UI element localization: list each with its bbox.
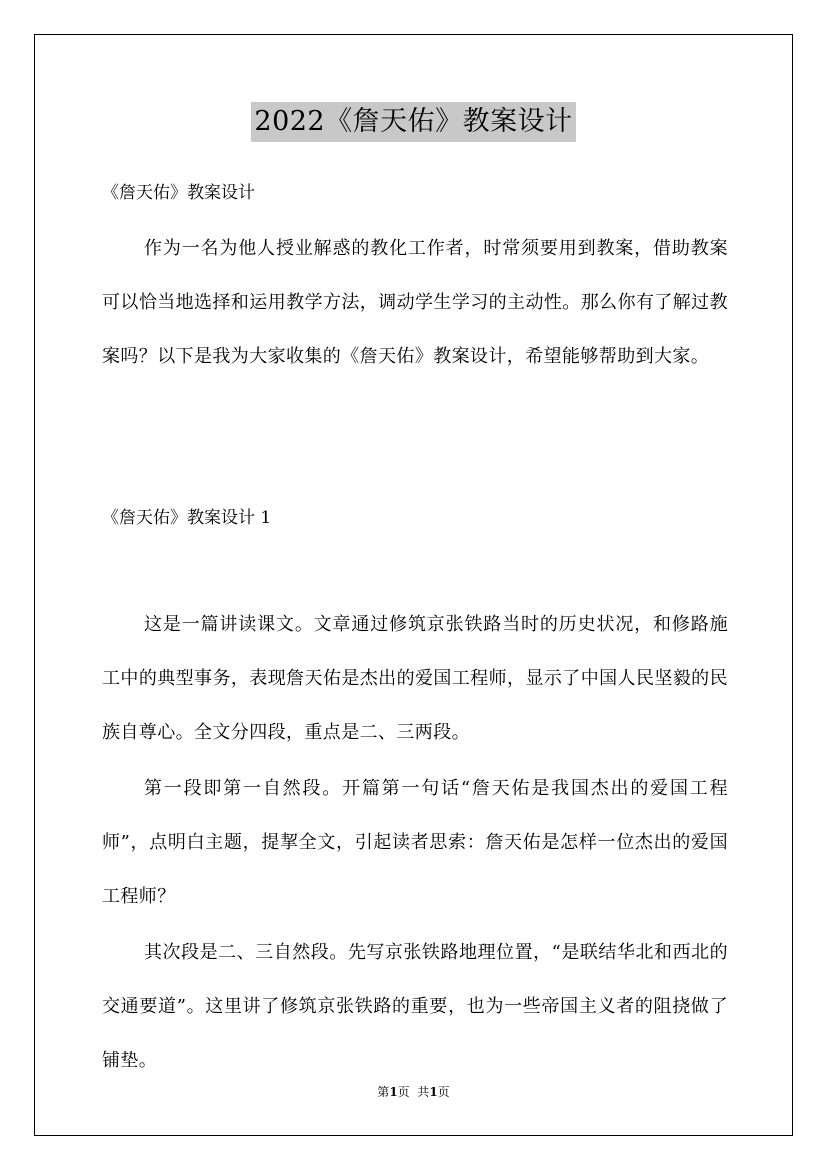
title-container xyxy=(0,102,827,142)
page-footer xyxy=(0,1083,827,1101)
document-title: 2022《詹天佑》教案设计 xyxy=(251,102,575,142)
current-page-number: 1 xyxy=(389,1085,398,1099)
section-heading: 《詹天佑》教案设计 1 xyxy=(102,508,272,528)
document-subtitle: 《詹天佑》教案设计 xyxy=(102,183,255,203)
body-paragraph-2: 第一段即第一自然段。开篇第一句话“詹天佑是我国杰出的爱国工程师”，点明白主题，提挈全文，引起读者思索：詹天佑是怎样一位杰出的爱国工程师？ xyxy=(102,778,728,907)
intro-paragraph: 作为一名为他人授业解惑的教化工作者，时常须要用到教案，借助教案可以恰当地选择和运用教学方法，调动学生学习的主动性。那么你有了解过教案吗？以下是我为大家收集的《詹天佑》教案设计，希望能够帮助到大家。 xyxy=(102,238,728,367)
body-paragraph-3: 其次段是二、三自然段。先写京张铁路地理位置，“是联结华北和西北的交通要道”。这里讲了修筑京张铁路的重要，也为一些帝国主义者的阻挠做了铺垫。 xyxy=(102,942,728,1071)
total-pages-number: 1 xyxy=(429,1085,438,1099)
footer-suffix: 页 xyxy=(437,1085,450,1099)
footer-prefix: 第 xyxy=(377,1085,390,1099)
body-paragraph-1: 这是一篇讲读课文。文章通过修筑京张铁路当时的历史状况，和修路施工中的典型事务，表现詹天佑是杰出的爱国工程师，显示了中国人民坚毅的民族自尊心。全文分四段，重点是二、三两段。 xyxy=(102,614,728,743)
footer-mid: 页 共 xyxy=(397,1085,430,1099)
